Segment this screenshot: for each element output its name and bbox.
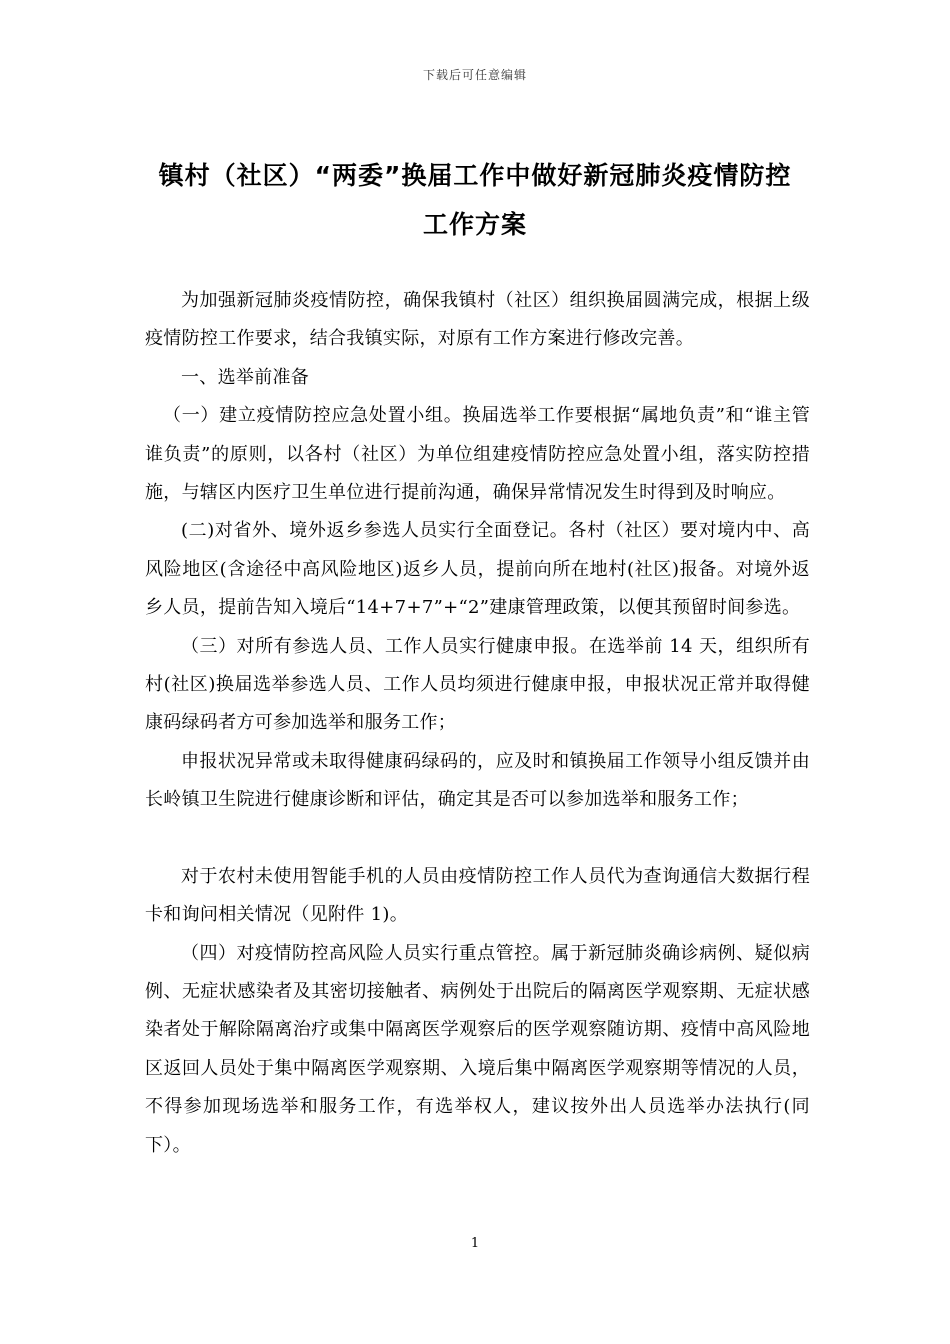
document-body xyxy=(145,282,810,1165)
document-title-line-1: 镇村（社区）“两委”换届工作中做好新冠肺炎疫情防控 xyxy=(158,161,792,190)
paragraph-item-1: （一）建立疫情防控应急处置小组。换届选举工作要根据“属地负责”和“谁主管谁负责”的原则，以各村（社区）为单位组建疫情防控应急处置小组，落实防控措施，与辖区内医疗卫生单位进行提前沟通，确保异常情况发生时得到及时响应。 xyxy=(145,405,810,504)
paragraph-item-4: （四）对疫情防控高风险人员实行重点管控。属于新冠肺炎确诊病例、疑似病例、无症状感染者及其密切接触者、病例处于出院后的隔离医学观察期、无症状感染者处于解除隔离治疗或集中隔离医学观察后的医学观察随访期、疫情中高风险地区返回人员处于集中隔离医学观察期、入境后集中隔离医学观察期等情况的人员，不得参加现场选举和服务工作，有选举权人，建议按外出人员选举办法执行(同下）。 xyxy=(145,942,810,1156)
paragraph-item-3-continued: 申报状况异常或未取得健康码绿码的，应及时和镇换届工作领导小组反馈并由长岭镇卫生院进行健康诊断和评估，确定其是否可以参加选举和服务工作； xyxy=(145,750,810,811)
intro-paragraph: 为加强新冠肺炎疫情防控，确保我镇村（社区）组织换届圆满完成，根据上级疫情防控工作要求，结合我镇实际，对原有工作方案进行修改完善。 xyxy=(145,290,810,350)
document-title-line-2: 工作方案 xyxy=(422,210,527,239)
section-heading-1: 一、选举前准备 xyxy=(181,366,310,388)
paragraph-item-2: (二)对省外、境外返乡参选人员实行全面登记。各村（社区）要对境内中、高风险地区(含途径中高风险地区)返乡人员，提前向所在地村(社区)报备。对境外返乡人员，提前告知入境后“14+7+7”+“2”建康管理政策，以便其预留时间参选。 xyxy=(145,520,810,619)
paragraph-item-3: （三）对所有参选人员、工作人员实行健康申报。在选举前 14 天，组织所有村(社区)换届选举参选人员、工作人员均须进行健康申报，申报状况正常并取得健康码绿码者方可参加选举和服务工作； xyxy=(145,635,810,734)
blank-line xyxy=(145,820,810,858)
page-number: 1 xyxy=(470,1236,480,1251)
header-note: 下载后可任意编辑 xyxy=(422,68,527,82)
paragraph-item-3-note: 对于农村未使用智能手机的人员由疫情防控工作人员代为查询通信大数据行程卡和询问相关情况（见附件 1)。 xyxy=(145,865,810,926)
